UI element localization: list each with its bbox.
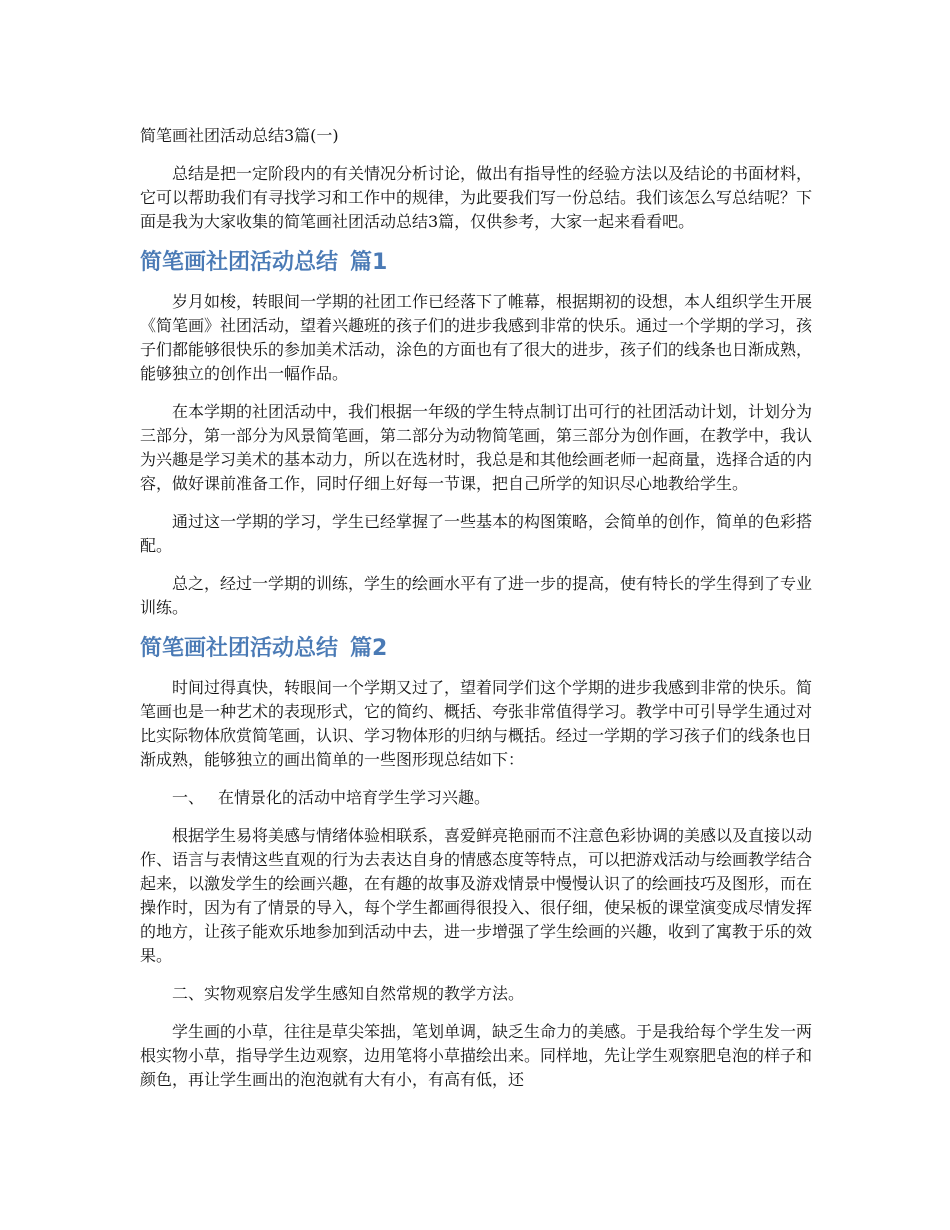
section-2-heading (140, 634, 812, 664)
section-1-paragraph: 在本学期的社团活动中，我们根据一年级的学生特点制订出可行的社团活动计划，计划分为三部分，第一部分为风景简笔画，第二部分为动物简笔画，第三部分为创作画，在教学中，我认为兴趣是学习美术的基本动力，所以在选材时，我总是和其他绘画老师一起商量，选择合适的内容，做好课前准备工作，同时仔细上好每一节课，把自己所学的知识尽心地教给学生。 (140, 402, 813, 493)
section-1-paragraph: 总之，经过一学期的训练，学生的绘画水平有了进一步的提高，使有特长的学生得到了专业训练。 (140, 574, 813, 617)
list-item-1-text: 在情景化的活动中培育学生学习兴趣。 (218, 788, 491, 807)
intro-paragraph: 总结是把一定阶段内的有关情况分析讨论，做出有指导性的经验方法以及结论的书面材料，它可以帮助我们有寻找学习和工作中的规律，为此要我们写一份总结。我们该怎么写总结呢？下面是我为大家收集的简笔画社团活动总结3篇，仅供参考，大家一起来看看吧。 (140, 164, 813, 231)
list-item-1-body: 根据学生易将美感与情绪体验相联系，喜爱鲜亮艳丽而不注意色彩协调的美感以及直接以动作、语言与表情这些直观的行为去表达自身的情感态度等特点，可以把游戏活动与绘画教学结合起来，以激发学生的绘画兴趣，在有趣的故事及游戏情景中慢慢认识了的绘画技巧及图形，而在操作时，因为有了情景的导入，每个学生都画得很投入、很仔细，使呆板的课堂演变成尽情发挥的地方，让孩子能欢乐地参加到活动中去，进一步增强了学生绘画的兴趣，收到了寓教于乐的效果。 (140, 826, 813, 965)
list-item-2: 二、实物观察启发学生感知自然常规的教学方法。 (172, 984, 525, 1003)
section-2-intro: 时间过得真快，转眼间一个学期又过了，望着同学们这个学期的进步我感到非常的快乐。简笔画也是一种艺术的表现形式，它的简约、概括、夸张非常值得学习。教学中可引导学生通过对比实际物体欣赏简笔画，认识、学习物体形的归纳与概括。经过一学期的学习孩子们的线条也日渐成熟，能够独立的画出简单的一些图形现总结如下： (140, 678, 813, 769)
section-1-label: 篇1 (350, 250, 388, 275)
section-2-heading-text: 简笔画社团活动总结 (140, 636, 339, 661)
section-2-label: 篇2 (350, 636, 388, 661)
list-item-2-body: 学生画的小草，往往是草尖笨拙，笔划单调，缺乏生命力的美感。于是我给每个学生发一两根实物小草，指导学生边观察，边用笔将小草描绘出来。同样地，先让学生观察肥皂泡的样子和颜色，再让学生画出的泡泡就有大有小，有高有低，还 (140, 1022, 813, 1089)
section-1-paragraph: 通过这一学期的学习，学生已经掌握了一些基本的构图策略，会简单的创作，简单的色彩搭配。 (140, 512, 813, 555)
list-item-1 (140, 786, 812, 810)
document-title: 简笔画社团活动总结3篇(一) (140, 126, 339, 145)
section-1-heading-text: 简笔画社团活动总结 (140, 250, 339, 275)
document-body (140, 124, 812, 1106)
section-1-paragraph: 岁月如梭，转眼间一学期的社团工作已经落下了帷幕，根据期初的设想，本人组织学生开展《简笔画》社团活动，望着兴趣班的孩子们的进步我感到非常的快乐。通过一个学期的学习，孩子们都能够很快乐的参加美术活动，涂色的方面也有了很大的进步，孩子们的线条也日渐成熟，能够独立的创作出一幅作品。 (140, 292, 813, 383)
list-item-1-number: 一、 (172, 788, 205, 807)
section-1-heading (140, 248, 812, 278)
